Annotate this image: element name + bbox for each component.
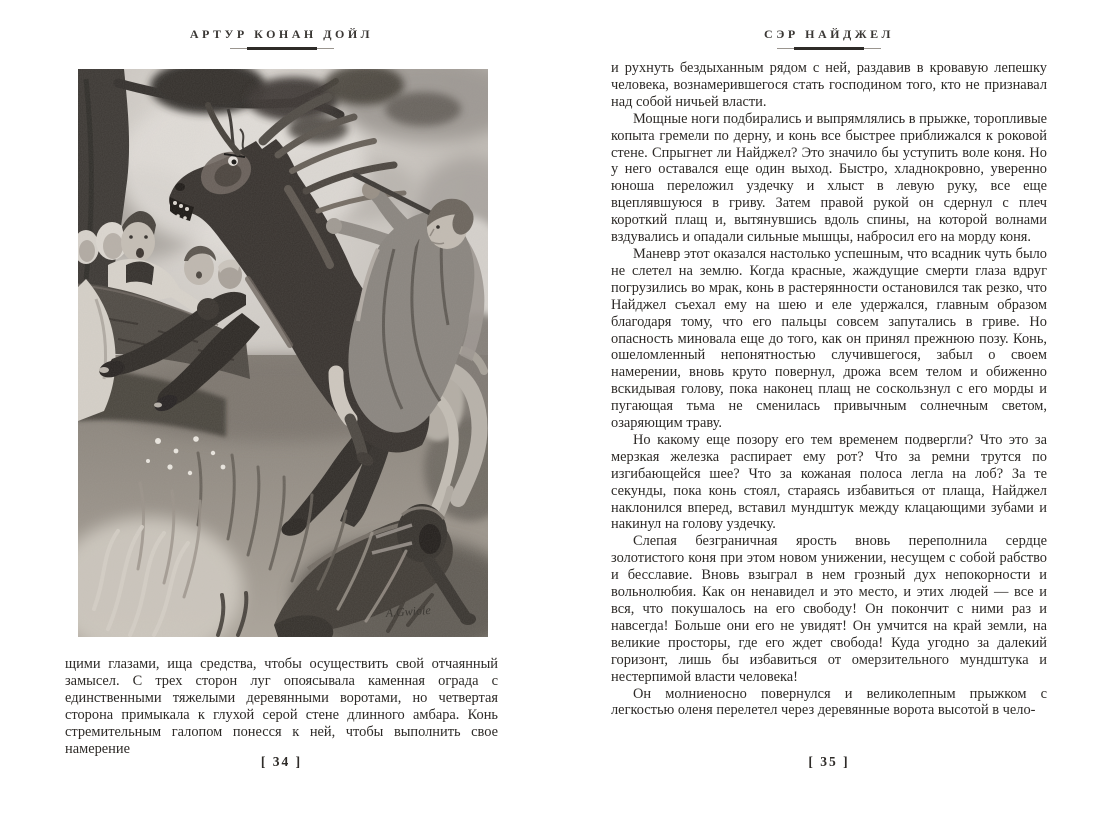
left-page-number: [ 34 ] bbox=[260, 754, 303, 769]
right-page-number: [ 35 ] bbox=[808, 754, 850, 769]
body-paragraph: Он молниеносно повернулся и великолепным прыжком с легкостью оленя перелетел через деревянные ворота высотой в чело- bbox=[611, 685, 1047, 719]
horse-illustration bbox=[78, 69, 488, 637]
body-paragraph: Маневр этот оказался настолько успешным, что всадник чуть было не слетел на землю. Когда красные, жаждущие смерти глаза вдруг погрузились во мрак, конь в растерянности остановился так резко, что Найджел съехал ему на шею и еле удержался, главным образом благодаря тому, что его пальцы совсем запутались в гриве. Но опасность миновала еще до того, как он принял прежнюю позу. Конь, ошеломленный непонятностью случившегося, забыл о своем намерении, вновь круто повернул, дрожа всем телом и обиженно вскидывая голову, пока наконец плащ не соскользнул с его морды и пугающая тьма не сменилась привычным солнечным светом, озаряющим траву. bbox=[611, 245, 1047, 432]
left-page bbox=[65, 0, 498, 825]
left-running-head: АРТУР КОНАН ДОЙЛ bbox=[189, 27, 374, 41]
body-paragraph: Слепая безграничная ярость вновь переполнила сердце золотистого коня при этом новом унижении, несущем с собой рабство и бесславие. Вновь взыграл в нем грозный дух непокорности и вольнолюбия. Как он ненавидел и это место, и этих людей — все и вся, что покушалось на его свободу! Он покончит с ними раз и навсегда! Больше они его не увидят! Он умчится на край земли, на великие просторы, где его ждет свобода! Куда угодно за далекий горизонт, лишь бы избавиться от омерзительного мундштука и нестерпимой власти человека! bbox=[611, 533, 1047, 685]
grain-overlay bbox=[78, 69, 488, 637]
body-paragraph: Мощные ноги подбирались и выпрямлялись в прыжке, торопливые копыта гремели по дерну, и конь все быстрее приближался к роковой стене. Спрыгнет ли Найджел? Это значило бы уступить воле коня. Но у него оставался еще один выход. Быстро, хладнокровно, уверенно юноша переложил уздечку и хлыст в левую руку, все еще вцеплявшуюся в гриву. Затем правой рукой он сдернул с плеч короткий плащ и, вытянувшись вдоль спины, на которой волнами вздувались и опадали сильные мышцы, набросил его на морду коня. bbox=[611, 110, 1047, 246]
horse-illustration-svg bbox=[78, 69, 488, 637]
body-paragraph: Но какому еще позору его тем временем подвергли? Что это за мерзкая железка распирает ему рот? Что за ремни трутся по изгибающейся шее? Что за кожаная полоса легла на лоб? За те секунды, пока конь стоял, стараясь избавиться от плаща, Найджел наклонился вперед, вставил мундштук между клацающими зубами и накинул на голову уздечку. bbox=[611, 431, 1047, 533]
body-paragraph: и рухнуть бездыханным рядом с ней, раздавив в кровавую лепешку человека, вознамерившегося стать господином того, кто не признавал над собой ничьей власти. bbox=[611, 60, 1047, 110]
right-page bbox=[611, 0, 1047, 825]
left-header-rule bbox=[230, 47, 334, 50]
right-header-rule bbox=[777, 47, 881, 50]
right-text-block bbox=[611, 60, 1047, 719]
left-body-paragraph: щими глазами, ища средства, чтобы осуществить свой отчаянный замысел. С трех сторон луг опоясывала каменная ограда с единственными тяжелыми деревянными воротами, но четвертая сторона примыкала к глухой серой стене длинного амбара. Конь стремительным галопом понесся к ней, чтобы выполнить свое намерение bbox=[65, 656, 498, 757]
right-running-head: СЭР НАЙДЖЕЛ bbox=[764, 27, 894, 41]
